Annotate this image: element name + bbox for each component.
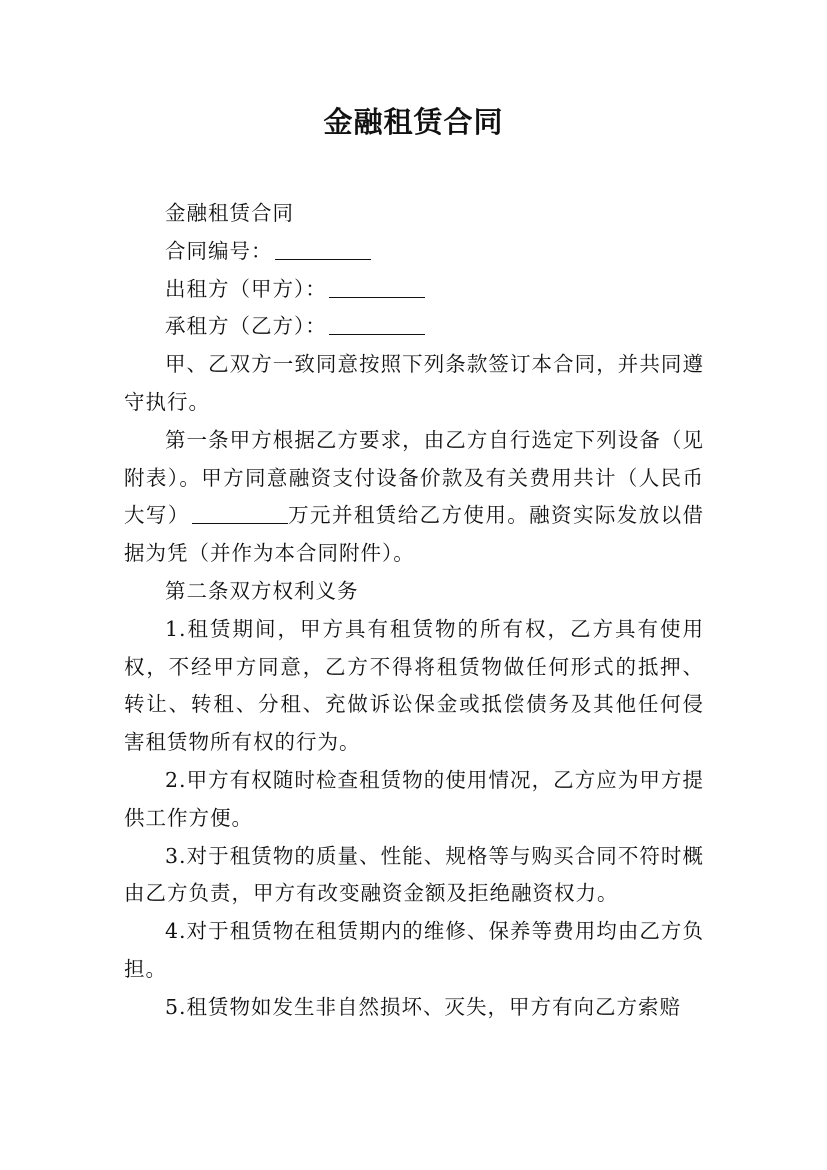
clause-4: 4.对于租赁物在租赁期内的维修、保养等费用均由乙方负担。: [124, 919, 704, 981]
heading-repeat: 金融租赁合同: [165, 201, 294, 225]
lessor-line: [124, 271, 704, 309]
lessee-line: [124, 308, 704, 346]
article-1-part-1: 第一条甲方根据乙方要求，由乙方自行选定下列设备（见附表）。甲方同意融资支付设备价款及有关费用共计（人民币大写）: [124, 427, 704, 528]
contract-number-line: [124, 233, 704, 271]
clause-3: 3.对于租赁物的质量、性能、规格等与购买合同不符时概由乙方负责，甲方有改变融资金额及拒绝融资权力。: [124, 843, 704, 906]
contract-number-label: 合同编号：: [165, 238, 273, 263]
article-2-title: 第二条双方权利义务: [165, 578, 359, 603]
clause-1: 1.租赁期间，甲方具有租赁物的所有权，乙方具有使用权，不经甲方同意，乙方不得将租赁物做任何形式的抵押、转让、转租、分租、充做诉讼保金或抵偿债务及其他任何侵害租赁物所有权的行为。: [124, 616, 704, 755]
clause-2: 2.甲方有权随时检查租赁物的使用情况，乙方应为甲方提供工作方便。: [124, 767, 704, 830]
lessee-blank: [329, 313, 425, 335]
lessor-label: 出租方（甲方）：: [165, 276, 327, 301]
amount-blank: [192, 502, 288, 524]
article-1-part-2: 万元并租赁给乙方使用。融资实际发放以借据为凭（并作为本合同附件）。: [124, 503, 705, 566]
article-1: [124, 422, 704, 573]
document-title: 金融租赁合同: [323, 105, 504, 139]
lessor-blank: [329, 276, 425, 298]
contract-number-blank: [275, 238, 371, 260]
intro-paragraph: 甲、乙双方一致同意按照下列条款签订本合同，并共同遵守执行。: [124, 352, 704, 414]
lessee-label: 承租方（乙方）：: [165, 314, 327, 339]
document-body: [124, 195, 704, 1027]
clause-5: 5.租赁物如发生非自然损坏、灭失，甲方有向乙方索赔: [165, 994, 682, 1019]
